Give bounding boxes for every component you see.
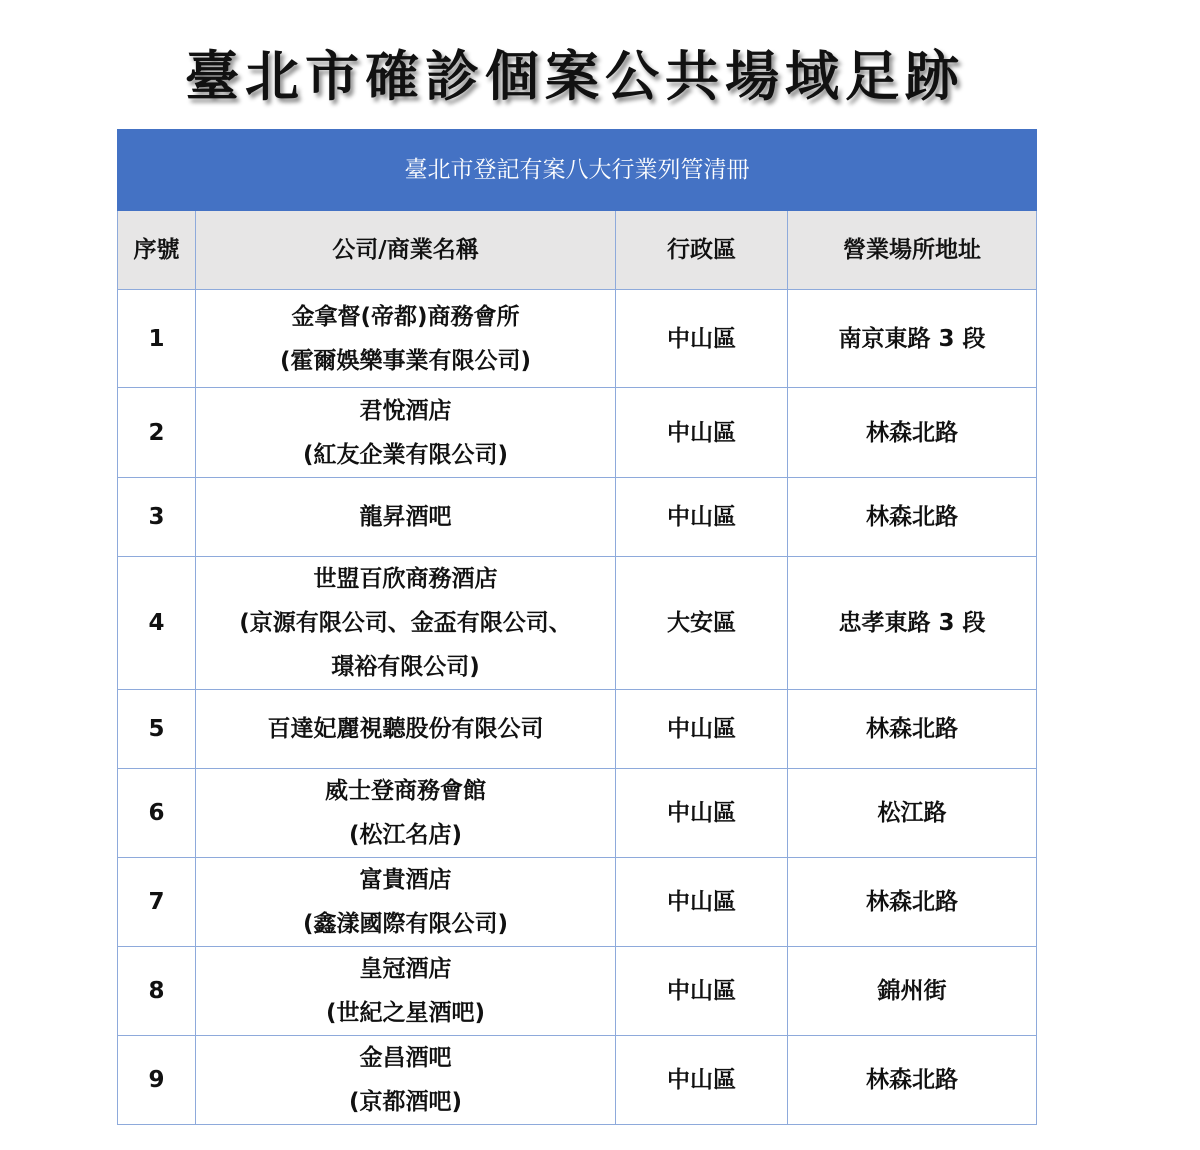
row-number: 4 <box>118 557 196 690</box>
row-number: 2 <box>118 388 196 478</box>
company-name-line: (松江名店) <box>348 822 463 848</box>
row-number: 5 <box>118 690 196 769</box>
address: 林森北路 <box>788 388 1037 478</box>
header-name: 公司/商業名稱 <box>196 211 616 290</box>
table-row <box>118 557 1037 690</box>
company-name <box>196 858 616 947</box>
company-name <box>196 690 616 769</box>
table-row <box>118 290 1037 388</box>
table-row <box>118 388 1037 478</box>
company-name <box>196 557 616 690</box>
address: 林森北路 <box>788 858 1037 947</box>
district: 中山區 <box>616 690 788 769</box>
page-title: 臺北市確診個案公共場域足跡 <box>185 45 965 108</box>
table-row <box>118 690 1037 769</box>
row-number: 1 <box>118 290 196 388</box>
district: 中山區 <box>616 947 788 1036</box>
company-name <box>196 290 616 388</box>
table-row <box>118 478 1037 557</box>
company-name-line: 金昌酒吧 <box>359 1045 452 1071</box>
table-row <box>118 947 1037 1036</box>
company-name <box>196 947 616 1036</box>
company-name <box>196 478 616 557</box>
table-row <box>118 769 1037 858</box>
company-name-line: (京都酒吧) <box>348 1089 463 1115</box>
company-name-line: 威士登商務會館 <box>325 778 486 804</box>
district: 中山區 <box>616 478 788 557</box>
row-number: 3 <box>118 478 196 557</box>
district: 大安區 <box>616 557 788 690</box>
company-name-line: (紅友企業有限公司) <box>302 441 509 468</box>
district: 中山區 <box>616 858 788 947</box>
company-name-line: (鑫漾國際有限公司) <box>302 911 509 937</box>
header-no: 序號 <box>118 211 196 290</box>
company-name-line: (京源有限公司、金盃有限公司、 <box>239 610 572 636</box>
row-number: 9 <box>118 1036 196 1125</box>
company-name <box>196 388 616 478</box>
address: 忠孝東路 3 段 <box>788 557 1037 690</box>
table-caption: 臺北市登記有案八大行業列管清冊 <box>118 130 1037 211</box>
address: 林森北路 <box>788 1036 1037 1125</box>
company-name-line: 百達妃麗視聽股份有限公司 <box>267 716 544 742</box>
row-number: 6 <box>118 769 196 858</box>
address: 南京東路 3 段 <box>788 290 1037 388</box>
address: 松江路 <box>788 769 1037 858</box>
table-row <box>118 858 1037 947</box>
venue-table <box>117 129 1037 1125</box>
company-name-line: (世紀之星酒吧) <box>325 1000 486 1026</box>
company-name-line: 世盟百欣商務酒店 <box>313 566 498 592</box>
company-name-line: 璟裕有限公司) <box>331 654 480 680</box>
company-name-line: 金拿督(帝都)商務會所 <box>291 303 520 330</box>
address: 林森北路 <box>788 690 1037 769</box>
company-name-line: 富貴酒店 <box>359 867 452 893</box>
row-number: 8 <box>118 947 196 1036</box>
district: 中山區 <box>616 1036 788 1125</box>
company-name <box>196 769 616 858</box>
table-row <box>118 1036 1037 1125</box>
company-name-line: 皇冠酒店 <box>359 956 452 982</box>
company-name-line: 龍昇酒吧 <box>359 504 452 530</box>
header-district: 行政區 <box>616 211 788 290</box>
district: 中山區 <box>616 290 788 388</box>
company-name <box>196 1036 616 1125</box>
address: 林森北路 <box>788 478 1037 557</box>
district: 中山區 <box>616 388 788 478</box>
header-address: 營業場所地址 <box>788 211 1037 290</box>
company-name-line: 君悅酒店 <box>359 397 452 424</box>
district: 中山區 <box>616 769 788 858</box>
row-number: 7 <box>118 858 196 947</box>
company-name-line: (霍爾娛樂事業有限公司) <box>279 347 532 374</box>
address: 錦州街 <box>788 947 1037 1036</box>
